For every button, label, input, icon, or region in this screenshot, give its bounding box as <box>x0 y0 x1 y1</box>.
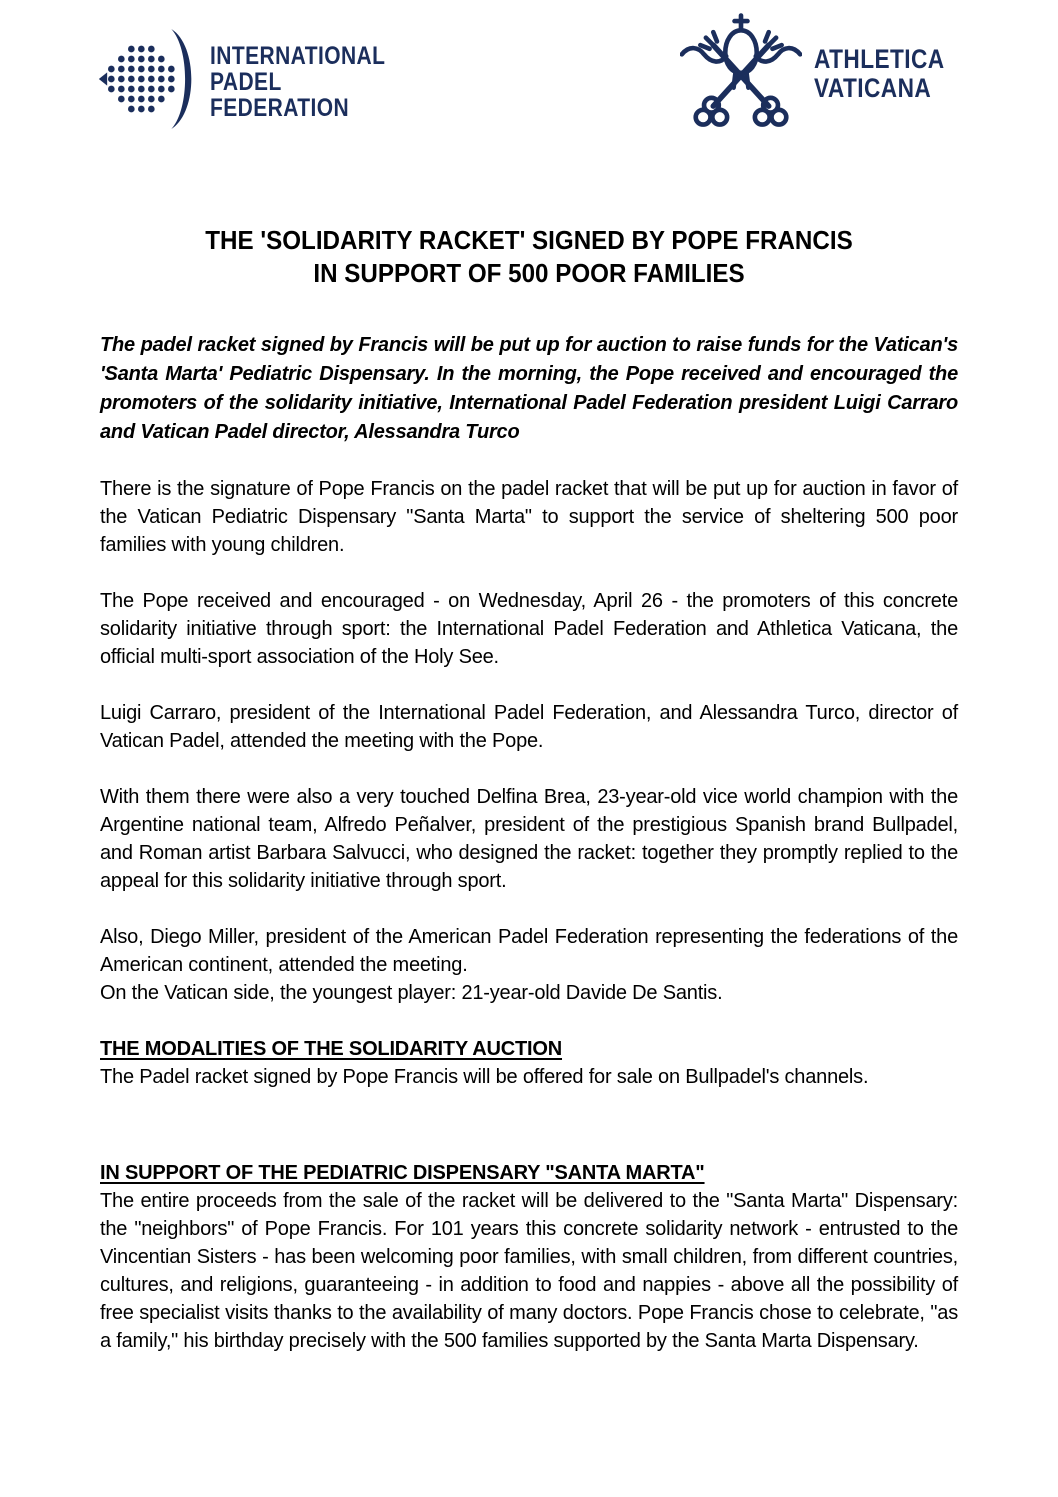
section-solidarity-auction <box>100 1035 958 1091</box>
section-body: The entire proceeds from the sale of the racket will be delivered to the "Santa Marta" Dispensary: the "neighbors" of Pope Francis. For 101 years this concrete solidarity network - entrusted to the Vincentian Sisters - has been welcoming poor families, with small children, from different countries, cultures, and religions, guaranteeing - in addition to food and nappies - above all the possibility of free specialist visits thanks to the availability of many doctors. Pope Francis chose to celebrate, "as a family," his birthday precisely with the 500 families supported by the Santa Marta Dispensary. <box>100 1190 958 1352</box>
section-heading: IN SUPPORT OF THE PEDIATRIC DISPENSARY "SANTA MARTA" <box>100 1162 705 1184</box>
ipf-logo-line: FEDERATION <box>210 93 350 122</box>
body-paragraph-5 <box>100 923 958 1007</box>
body-paragraph-4: With them there were also a very touched Delfina Brea, 23-year-old vice world champion with the Argentine national team, Alfredo Peñalver, president of the prestigious Spanish brand Bullpadel, and Roman artist Barbara Salvucci, who designed the racket: together they promptly replied to the appeal for this solidarity initiative through sport. <box>100 786 958 892</box>
header <box>0 0 1058 150</box>
athletica-vaticana-logo <box>680 10 969 137</box>
ipf-logo-line: PADEL <box>210 67 282 96</box>
section-body: The Padel racket signed by Pope Francis will be offered for sale on Bullpadel's channels. <box>100 1066 869 1088</box>
lead-paragraph: The padel racket signed by Francis will be put up for auction to raise funds for the Vatican's 'Santa Marta' Pediatric Dispensary. In the morning, the Pope received and encouraged the promoters of the solidarity initiative, International Padel Federation president Luigi Carraro and Vatican Padel director, Alessandra Turco <box>100 334 958 443</box>
padel-ball-icon <box>98 24 198 139</box>
av-logo-line: ATHLETICA <box>814 43 945 74</box>
crossed-keys-icon <box>680 10 802 137</box>
title-line-1: THE 'SOLIDARITY RACKET' SIGNED BY POPE FRANCIS <box>205 225 853 255</box>
page-title <box>100 224 958 290</box>
paragraph-line: Also, Diego Miller, president of the American Padel Federation representing the federations of the American continent, attended the meeting. <box>100 926 958 976</box>
ipf-logo <box>98 24 419 139</box>
title-line-2: IN SUPPORT OF 500 POOR FAMILIES <box>313 258 745 288</box>
av-logo-line: VATICANA <box>814 72 932 103</box>
ipf-logo-line: INTERNATIONAL <box>210 41 386 70</box>
body-paragraph-1: There is the signature of Pope Francis on the padel racket that will be put up for auction in favor of the Vatican Pediatric Dispensary "Santa Marta" to support the service of sheltering 500 poor families with young children. <box>100 478 958 556</box>
body-paragraph-3: Luigi Carraro, president of the International Padel Federation, and Alessandra Turco, director of Vatican Padel, attended the meeting with the Pope. <box>100 702 958 752</box>
section-santa-marta <box>100 1159 958 1355</box>
document-body <box>0 224 1058 1355</box>
paragraph-line: On the Vatican side, the youngest player: 21-year-old Davide De Santis. <box>100 982 723 1004</box>
section-heading: THE MODALITIES OF THE SOLIDARITY AUCTION <box>100 1038 563 1060</box>
body-paragraph-2: The Pope received and encouraged - on Wednesday, April 26 - the promoters of this concrete solidarity initiative through sport: the International Padel Federation and Athletica Vaticana, the official multi-sport association of the Holy See. <box>100 590 958 668</box>
section-spacer <box>100 1091 958 1153</box>
ipf-logo-text <box>210 43 419 121</box>
av-logo-text <box>814 45 969 103</box>
